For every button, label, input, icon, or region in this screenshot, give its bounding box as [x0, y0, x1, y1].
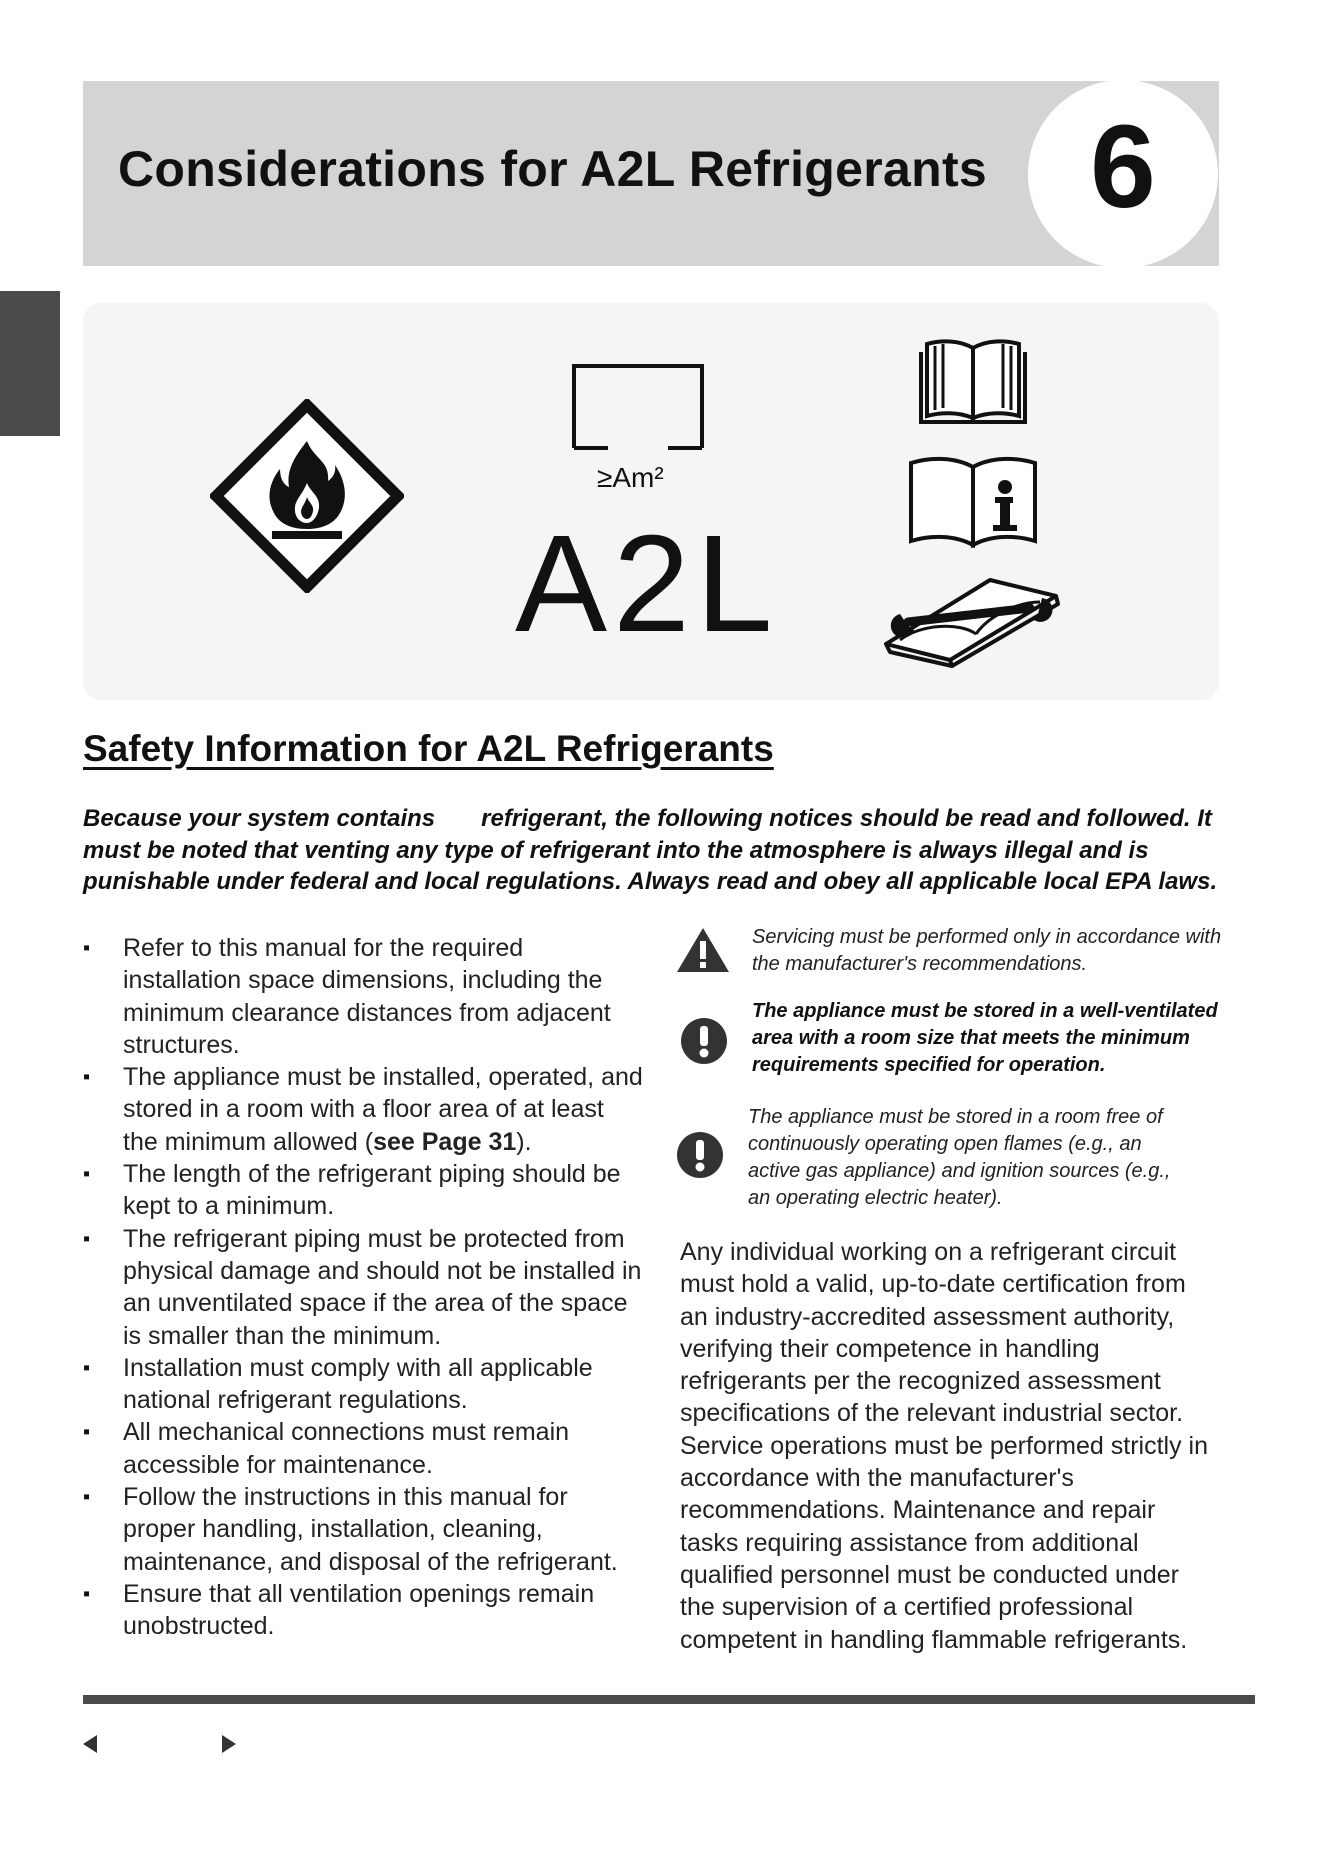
flammable-hazard-icon: [210, 399, 404, 593]
notice-servicing: Servicing must be performed only in accordance with the manufacturer's recommendations.: [752, 926, 1222, 975]
refrigerant-class-label: A2L: [515, 507, 779, 661]
page-reference: see Page 31: [373, 1127, 517, 1156]
list-item: ▪ All mechanical connections must remain accessible for maintenance.: [83, 1416, 643, 1481]
certification-paragraph: Any individual working on a refrigerant circuit must hold a valid, up-to-date certification from an industry-accredited assessment authority, verifying their competence in handling refrigerants per the recognized assessment specifications of the relevant industrial sector. Service operations must be performed strictly in accordance with the manufacturer's recommendations. Maintenance and repair tasks requiring assistance from additional qualified personnel must be conducted under the supervision of a certified professional competent in handling flammable refrigerants.: [680, 1238, 1208, 1654]
exclamation-circle-icon: [676, 1131, 724, 1179]
operating-instructions-info-icon: [907, 455, 1039, 551]
list-item: ▪ Refer to this manual for the required installation space dimensions, including the minimum clearance distances from adjacent structures.: [83, 932, 643, 1061]
intro-text-part1: Because your system contains: [83, 805, 436, 832]
list-item: ▪ The appliance must be installed, operated, and stored in a room with a floor area of at least the minimum allowed (see Page 31).: [83, 1061, 643, 1158]
chapter-title: Considerations for A2L Refrigerants: [118, 141, 987, 197]
list-item: ▪ The length of the refrigerant piping should be kept to a minimum.: [83, 1158, 643, 1223]
next-page-arrow-icon[interactable]: [222, 1735, 236, 1753]
list-item: ▪ Installation must comply with all applicable national refrigerant regulations.: [83, 1352, 643, 1417]
section-title: Safety Information for A2L Refrigerants: [83, 728, 774, 769]
minimum-area-label: ≥Am²: [597, 462, 664, 493]
side-chapter-tab: [0, 291, 60, 436]
warning-triangle-icon: [674, 925, 732, 975]
previous-page-arrow-icon[interactable]: [83, 1735, 97, 1753]
intro-notice: [83, 803, 1223, 898]
manual-book-icon: [915, 338, 1031, 428]
room-area-icon: [570, 362, 706, 454]
service-manual-wrench-icon: [880, 574, 1066, 668]
list-item: ▪ Follow the instructions in this manual for proper handling, installation, cleaning, maintenance, and disposal of the refrigerant.: [83, 1481, 643, 1578]
notice-storage-ventilation: The appliance must be stored in a well-ventilated area with a room size that meets the minimum requirements specified for operation.: [752, 1000, 1218, 1076]
notice-ignition-sources: The appliance must be stored in a room free of continuously operating open flames (e.g., an active gas appliance) and ignition sources (e.g., an operating electric heater).: [748, 1106, 1171, 1209]
requirements-list: [83, 932, 643, 1643]
chapter-number: 6: [1090, 101, 1156, 233]
footer-rule: [83, 1695, 1255, 1704]
intro-text-part2: refrigerant, the following notices should be read and followed. It must be noted that venting any type of refrigerant into the atmosphere is always illegal and is punishable under federal and local regulations. Always read and obey all applicable local EPA laws.: [83, 805, 1218, 895]
exclamation-circle-icon: [680, 1017, 728, 1065]
list-item: ▪ The refrigerant piping must be protected from physical damage and should not be installed in an unventilated space if the area of the space is smaller than the minimum.: [83, 1223, 643, 1352]
list-item: ▪ Ensure that all ventilation openings remain unobstructed.: [83, 1578, 643, 1643]
